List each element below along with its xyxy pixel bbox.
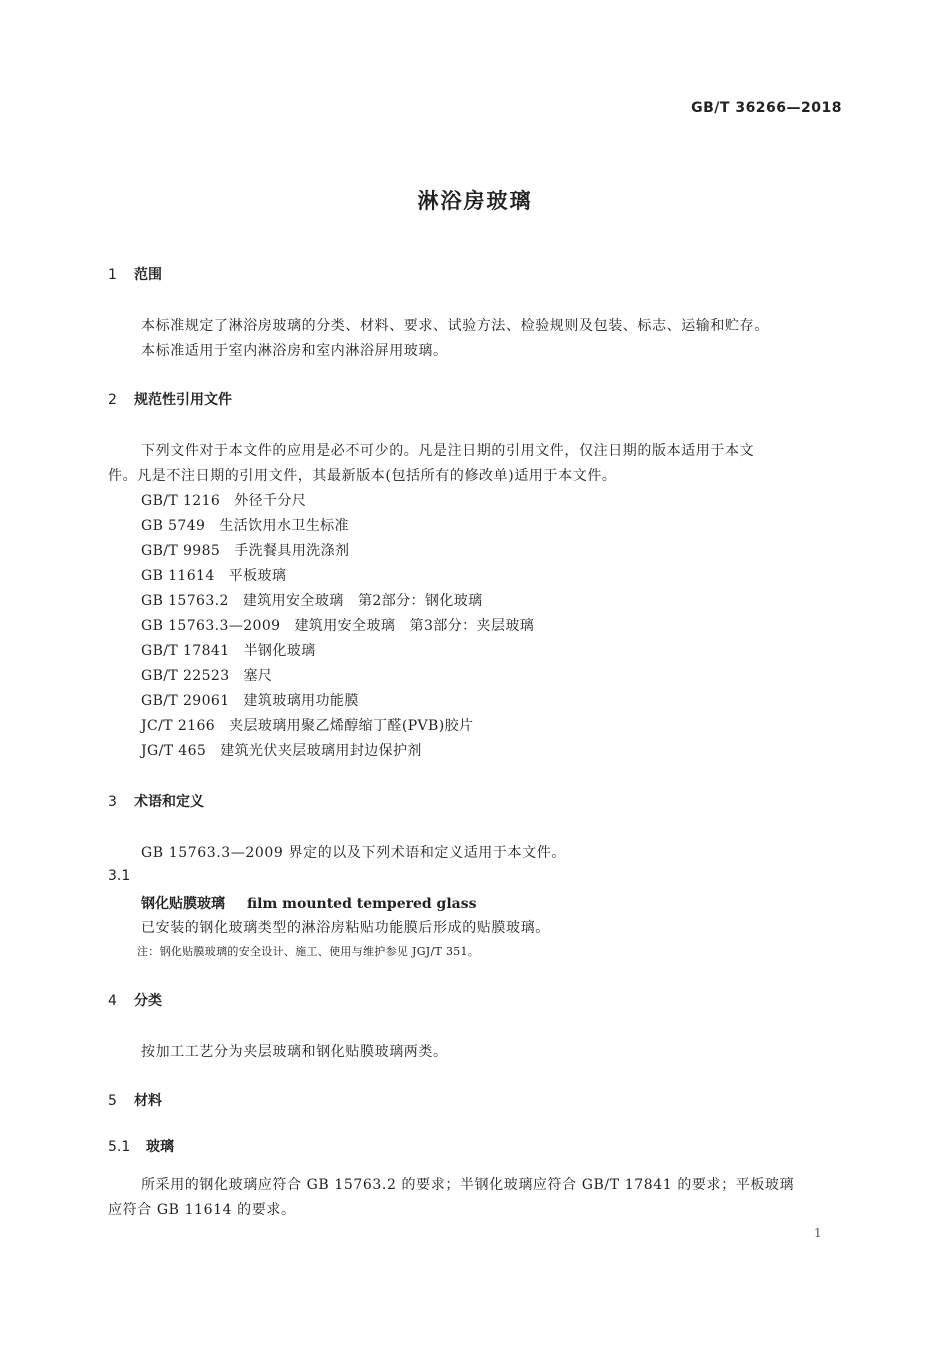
- section-2-paragraph-line-1: 下列文件对于本文件的应用是必不可少的。凡是注日期的引用文件，仅注日期的版本适用于本文: [141, 443, 755, 459]
- reference-name: 平板玻璃: [228, 568, 287, 584]
- section-1-paragraph-2: 本标准适用于室内淋浴房和室内淋浴屏用玻璃。: [141, 343, 448, 359]
- subsection-5-1-paragraph-line-1: 所采用的钢化玻璃应符合 GB 15763.2 的要求；半钢化玻璃应符合 GB/T 17841 的要求；平板玻璃: [141, 1177, 795, 1193]
- reference-item: [141, 690, 359, 710]
- reference-item: [141, 540, 349, 560]
- reference-item: [141, 565, 286, 585]
- reference-item: [141, 640, 316, 660]
- reference-item: [141, 665, 272, 685]
- section-number: 2: [108, 392, 117, 408]
- reference-name: 塞尺: [243, 668, 273, 684]
- standard-code: GB/T 36266—2018: [691, 100, 842, 116]
- reference-item: [141, 515, 349, 535]
- section-1-paragraph-1: 本标准规定了淋浴房玻璃的分类、材料、要求、试验方法、检验规则及包装、标志、运输和贮存。: [141, 318, 769, 334]
- reference-item: [141, 590, 483, 610]
- section-3-paragraph: GB 15763.3—2009 界定的以及下列术语和定义适用于本文件。: [141, 845, 566, 861]
- section-title: 分类: [134, 993, 162, 1009]
- reference-name: 夹层玻璃用聚乙烯醇缩丁醛(PVB)胶片: [229, 718, 474, 734]
- reference-code: GB/T 17841: [141, 643, 230, 659]
- section-2-paragraph-line-2: 件。凡是不注日期的引用文件，其最新版本(包括所有的修改单)适用于本文件。: [108, 468, 617, 484]
- reference-code: GB 15763.3—2009: [141, 618, 281, 634]
- section-number: 5: [108, 1093, 117, 1109]
- section-3-heading: [108, 791, 204, 811]
- reference-code: JG/T 465: [141, 743, 207, 759]
- term-definition: 已安装的钢化玻璃类型的淋浴房粘贴功能膜后形成的贴膜玻璃。: [141, 920, 550, 936]
- reference-code: GB 11614: [141, 568, 215, 584]
- reference-name: 建筑用安全玻璃 第3部分：夹层玻璃: [294, 618, 535, 634]
- reference-code: GB/T 9985: [141, 543, 221, 559]
- reference-name: 建筑光伏夹层玻璃用封边保护剂: [220, 743, 422, 759]
- reference-item: [141, 715, 473, 735]
- reference-code: GB/T 29061: [141, 693, 230, 709]
- section-number: 1: [108, 267, 117, 283]
- page-number: 1: [814, 1226, 822, 1240]
- reference-name: 生活饮用水卫生标准: [219, 518, 349, 534]
- section-4-heading: [108, 990, 162, 1010]
- reference-item: [141, 615, 534, 635]
- section-5-heading: [108, 1090, 162, 1110]
- section-4-paragraph: 按加工工艺分为夹层玻璃和钢化贴膜玻璃两类。: [141, 1044, 448, 1060]
- section-title: 材料: [134, 1093, 162, 1109]
- section-number: 3: [108, 794, 117, 810]
- section-title: 规范性引用文件: [134, 392, 232, 408]
- document-title: 淋浴房玻璃: [417, 189, 533, 213]
- reference-name: 手洗餐具用洗涤剂: [234, 543, 350, 559]
- reference-item: [141, 490, 306, 510]
- subsection-5-1-heading: [108, 1136, 174, 1156]
- term-english: film mounted tempered glass: [247, 896, 477, 912]
- term-number: 3.1: [108, 868, 131, 884]
- reference-name: 半钢化玻璃: [243, 643, 316, 659]
- term-note: 注：钢化贴膜玻璃的安全设计、施工、使用与维护参见 JGJ/T 351。: [137, 945, 480, 958]
- subsection-5-1-paragraph-line-2: 应符合 GB 11614 的要求。: [108, 1202, 296, 1218]
- reference-code: GB/T 1216: [141, 493, 221, 509]
- term-chinese: 钢化贴膜玻璃: [141, 896, 225, 912]
- reference-code: JC/T 2166: [141, 718, 216, 734]
- reference-name: 建筑玻璃用功能膜: [243, 693, 359, 709]
- reference-name: 外径千分尺: [234, 493, 307, 509]
- reference-item: [141, 740, 422, 760]
- section-1-heading: [108, 264, 162, 284]
- section-2-heading: [108, 389, 232, 409]
- reference-name: 建筑用安全玻璃 第2部分：钢化玻璃: [242, 593, 483, 609]
- section-number: 4: [108, 993, 117, 1009]
- reference-code: GB 15763.2: [141, 593, 229, 609]
- reference-code: GB/T 22523: [141, 668, 230, 684]
- subsection-number: 5.1: [108, 1139, 131, 1155]
- reference-code: GB 5749: [141, 518, 206, 534]
- section-title: 术语和定义: [134, 794, 204, 810]
- section-title: 范围: [134, 267, 162, 283]
- term-title: [141, 893, 477, 913]
- subsection-title: 玻璃: [146, 1139, 174, 1155]
